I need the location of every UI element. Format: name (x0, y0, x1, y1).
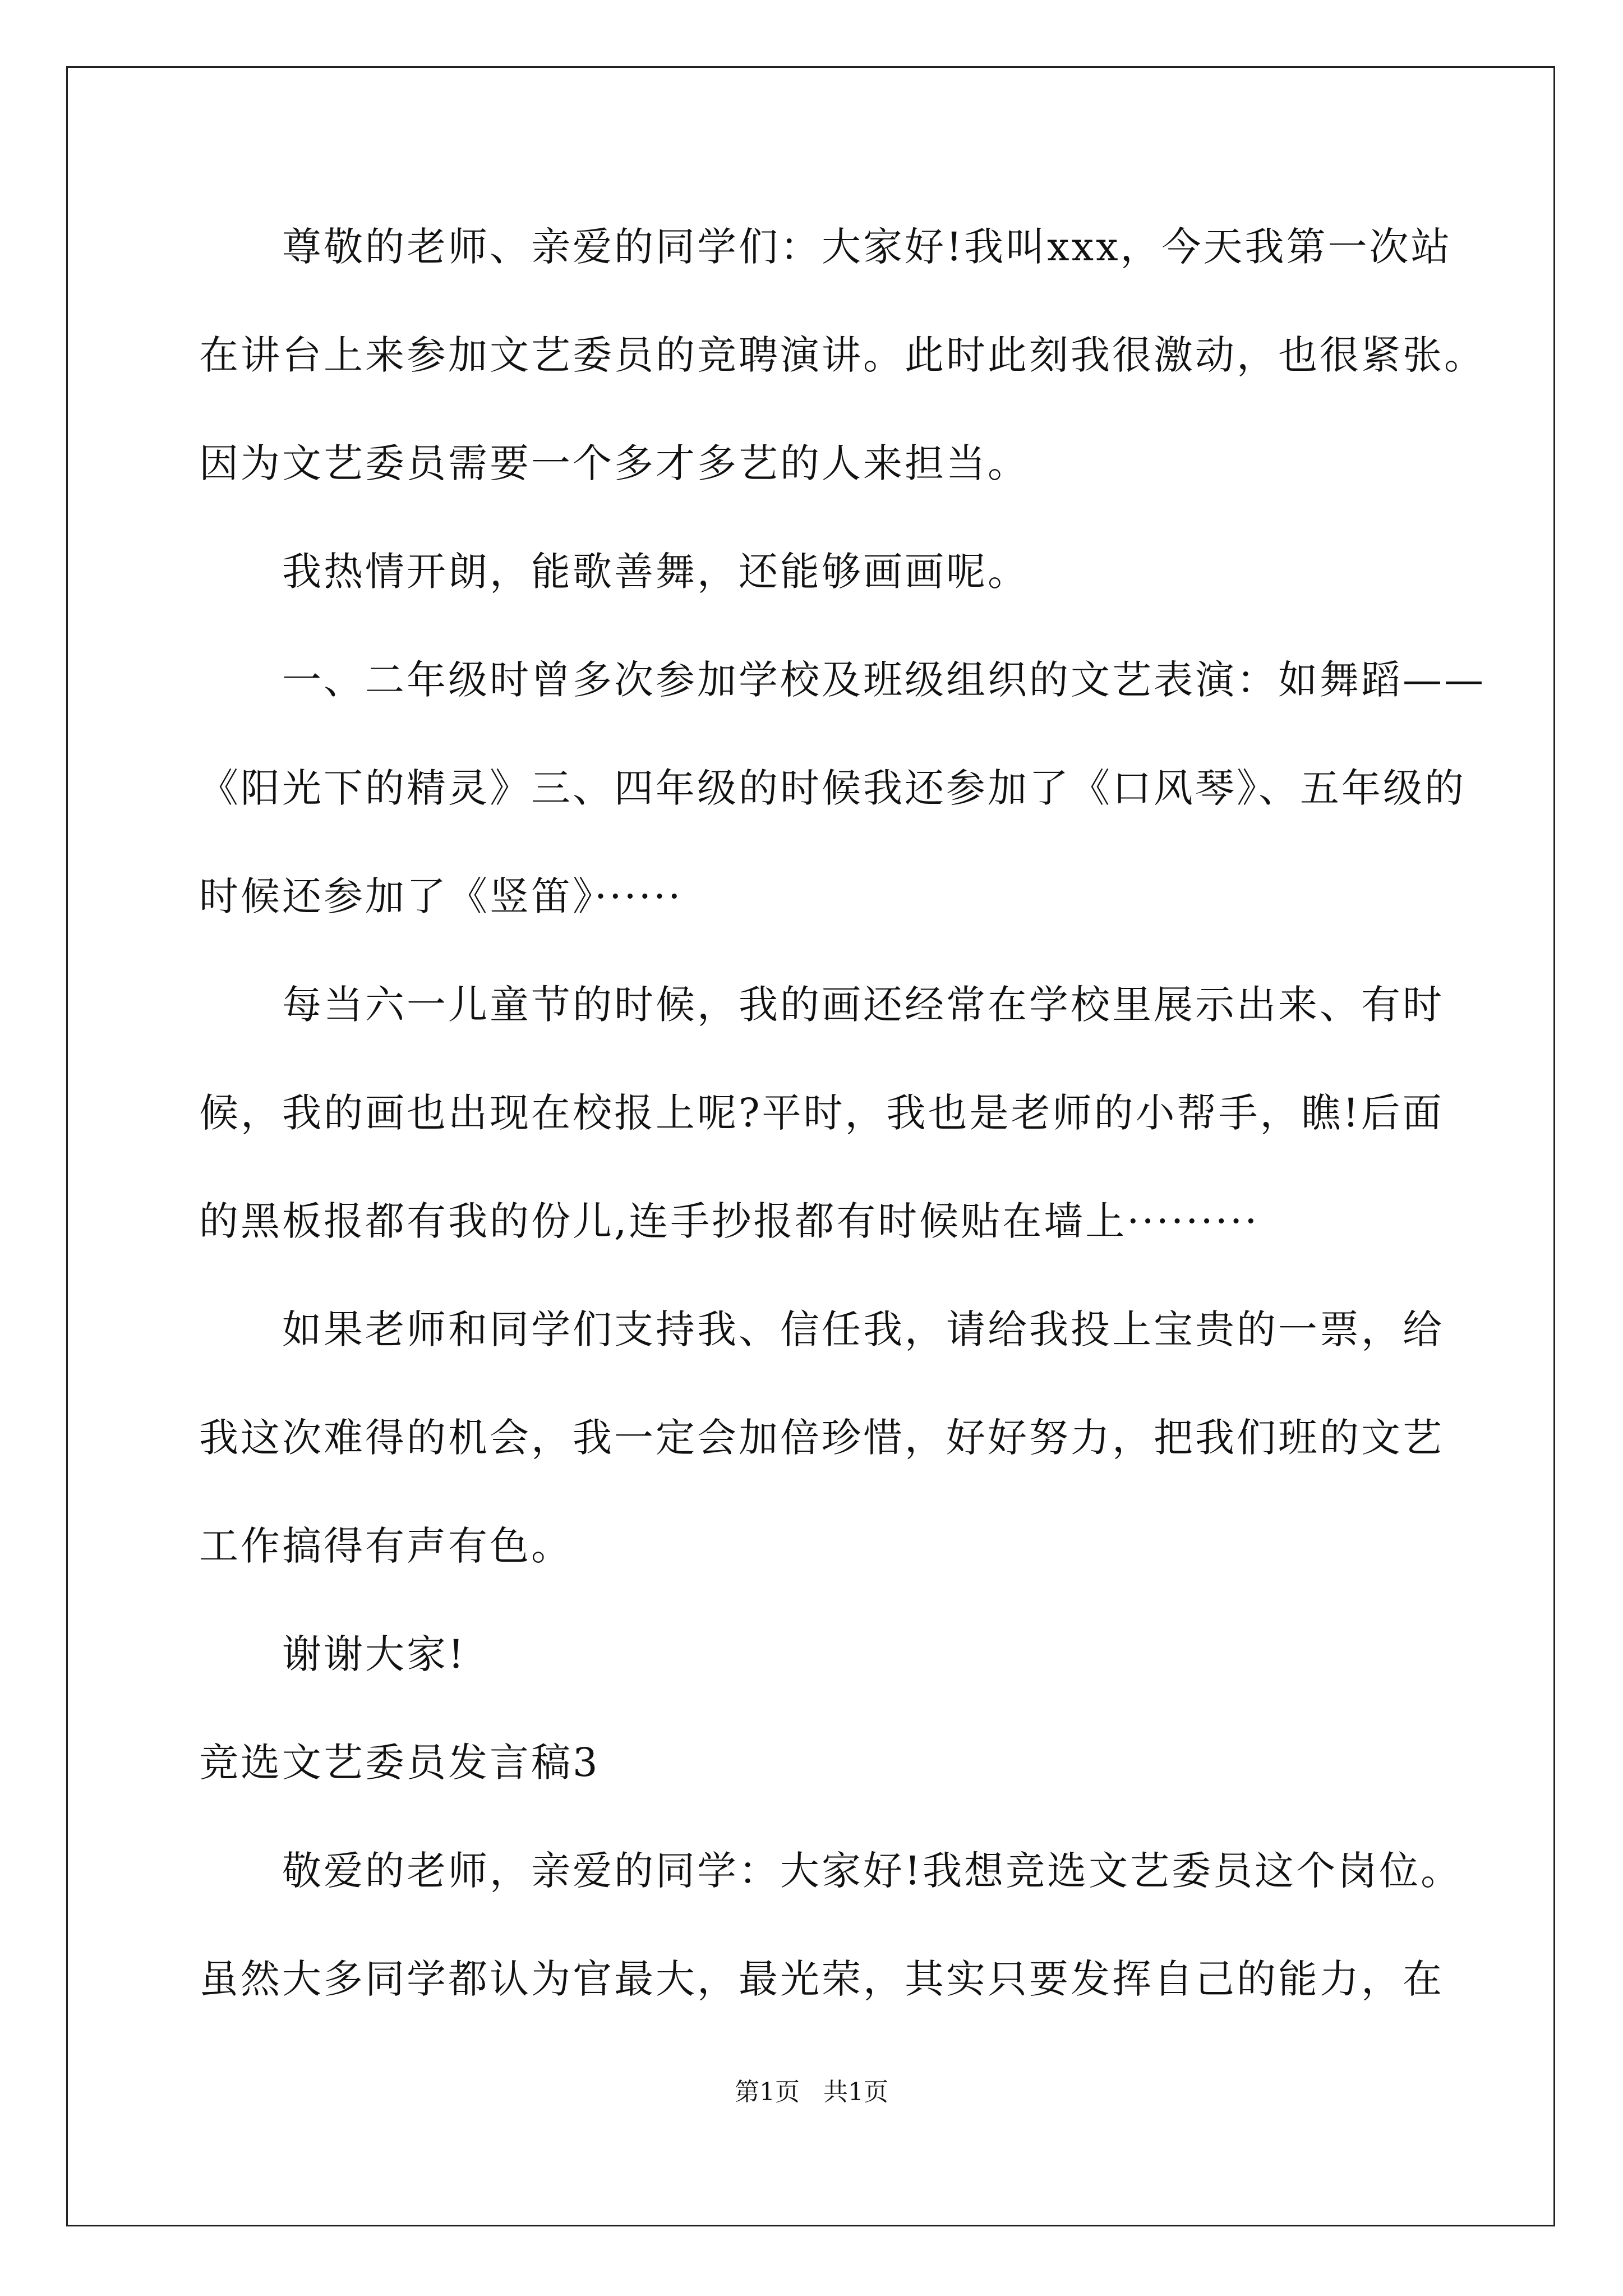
paragraph-line: 时候还参加了《竖笛》······ (199, 873, 683, 919)
paragraph-line: 谢谢大家! (282, 1631, 467, 1677)
paragraph-line: 敬爱的老师，亲爱的同学：大家好!我想竞选文艺委员这个岗位。 (282, 1848, 1463, 1894)
page-border (66, 66, 1555, 2226)
paragraph-line: 工作搞得有声有色。 (199, 1523, 573, 1569)
paragraph-line: 的黑板报都有我的份儿,连手抄报都有时候贴在墙上········· (199, 1198, 1260, 1244)
paragraph-line: 虽然大多同学都认为官最大，最光荣，其实只要发挥自己的能力，在 (199, 1956, 1444, 2002)
paragraph-line: 因为文艺委员需要一个多才多艺的人来担当。 (199, 440, 1029, 486)
paragraph-line: 每当六一儿童节的时候，我的画还经常在学校里展示出来、有时 (282, 982, 1444, 1028)
section-heading: 竞选文艺委员发言稿3 (199, 1740, 600, 1786)
paragraph-line: 我这次难得的机会，我一定会加倍珍惜，好好努力，把我们班的文艺 (199, 1415, 1444, 1461)
paragraph-line: 尊敬的老师、亲爱的同学们：大家好!我叫xxx，今天我第一次站 (282, 224, 1453, 270)
page-number: 第1页 共1页 (735, 2078, 888, 2106)
paragraph-line: 如果老师和同学们支持我、信任我，请给我投上宝贵的一票，给 (282, 1306, 1444, 1352)
paragraph-line: 我热情开朗，能歌善舞，还能够画画呢。 (282, 549, 1029, 595)
paragraph-line: 《阳光下的精灵》三、四年级的时候我还参加了《口风琴》、五年级的 (199, 765, 1466, 811)
paragraph-line: 一、二年级时曾多次参加学校及班级组织的文艺表演：如舞蹈—— (282, 657, 1486, 703)
paragraph-line: 候，我的画也出现在校报上呢?平时，我也是老师的小帮手，瞧!后面 (199, 1090, 1444, 1136)
paragraph-line: 在讲台上来参加文艺委员的竞聘演讲。此时此刻我很激动，也很紧张。 (199, 332, 1486, 378)
